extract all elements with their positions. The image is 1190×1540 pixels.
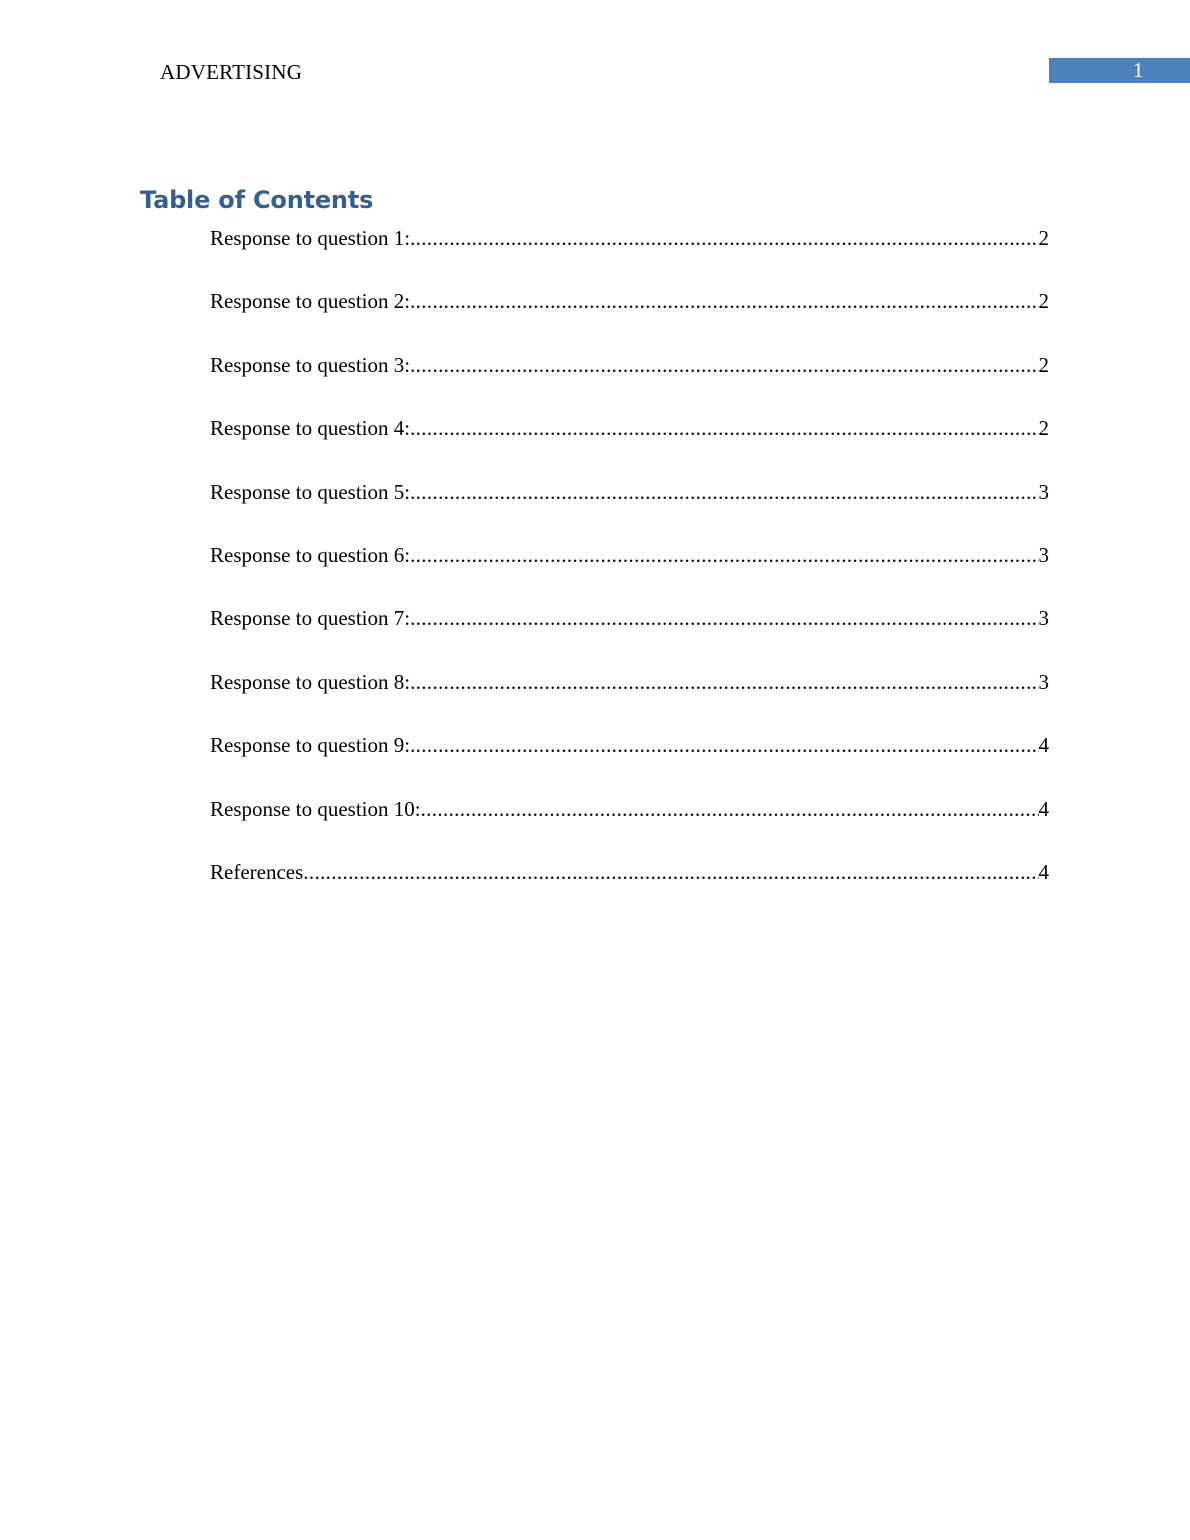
toc-entry-page: 3 — [1038, 669, 1049, 694]
toc-entry-label: Response to question 3: — [210, 352, 411, 377]
toc-dot-leader — [410, 668, 1038, 696]
toc-entry-page: 2 — [1038, 289, 1049, 314]
toc-entry[interactable] — [210, 795, 1049, 858]
toc-entry[interactable] — [210, 541, 1049, 604]
toc-entry[interactable] — [210, 478, 1049, 541]
toc-entry-page: 4 — [1038, 859, 1049, 884]
toc-entry-label: Response to question 5: — [210, 479, 411, 504]
toc-entry-page: 2 — [1038, 416, 1049, 441]
toc-dot-leader — [410, 224, 1038, 252]
toc-dot-leader — [410, 478, 1038, 506]
toc-entry[interactable] — [210, 668, 1049, 731]
toc-dot-leader — [303, 858, 1038, 886]
toc-dot-leader — [410, 351, 1038, 379]
toc-dot-leader — [421, 795, 1039, 823]
toc-title: Table of Contents — [140, 186, 374, 214]
toc-entry-label: Response to question 2: — [210, 289, 411, 314]
toc-dot-leader — [410, 414, 1038, 442]
toc-entry-label: Response to question 4: — [210, 416, 411, 441]
toc-list — [210, 224, 1049, 921]
toc-dot-leader — [410, 604, 1038, 632]
toc-dot-leader — [410, 541, 1038, 569]
toc-dot-leader — [410, 731, 1038, 759]
toc-entry[interactable] — [210, 414, 1049, 477]
toc-dot-leader — [410, 287, 1038, 315]
toc-entry-page: 3 — [1038, 479, 1049, 504]
page-number: 1 — [1133, 58, 1144, 82]
toc-entry-label: Response to question 1: — [210, 226, 411, 250]
toc-entry-label: Response to question 8: — [210, 669, 411, 694]
page-number-badge — [1049, 58, 1190, 83]
running-head: ADVERTISING — [160, 60, 303, 84]
toc-entry-page: 2 — [1038, 352, 1049, 377]
toc-entry[interactable] — [210, 224, 1049, 287]
toc-entry-page: 4 — [1038, 796, 1049, 821]
toc-entry-label: Response to question 9: — [210, 733, 411, 758]
toc-entry-page: 2 — [1038, 226, 1049, 250]
toc-entry-label: Response to question 10: — [210, 796, 421, 821]
toc-entry[interactable] — [210, 287, 1049, 350]
toc-entry[interactable] — [210, 858, 1049, 921]
toc-entry-page: 3 — [1038, 542, 1049, 567]
toc-entry[interactable] — [210, 604, 1049, 667]
toc-entry-page: 4 — [1038, 733, 1049, 758]
toc-entry-label: References — [210, 859, 304, 884]
toc-entry[interactable] — [210, 351, 1049, 414]
toc-entry[interactable] — [210, 731, 1049, 794]
toc-entry-label: Response to question 7: — [210, 606, 411, 631]
toc-entry-page: 3 — [1038, 606, 1049, 631]
toc-entry-label: Response to question 6: — [210, 542, 411, 567]
